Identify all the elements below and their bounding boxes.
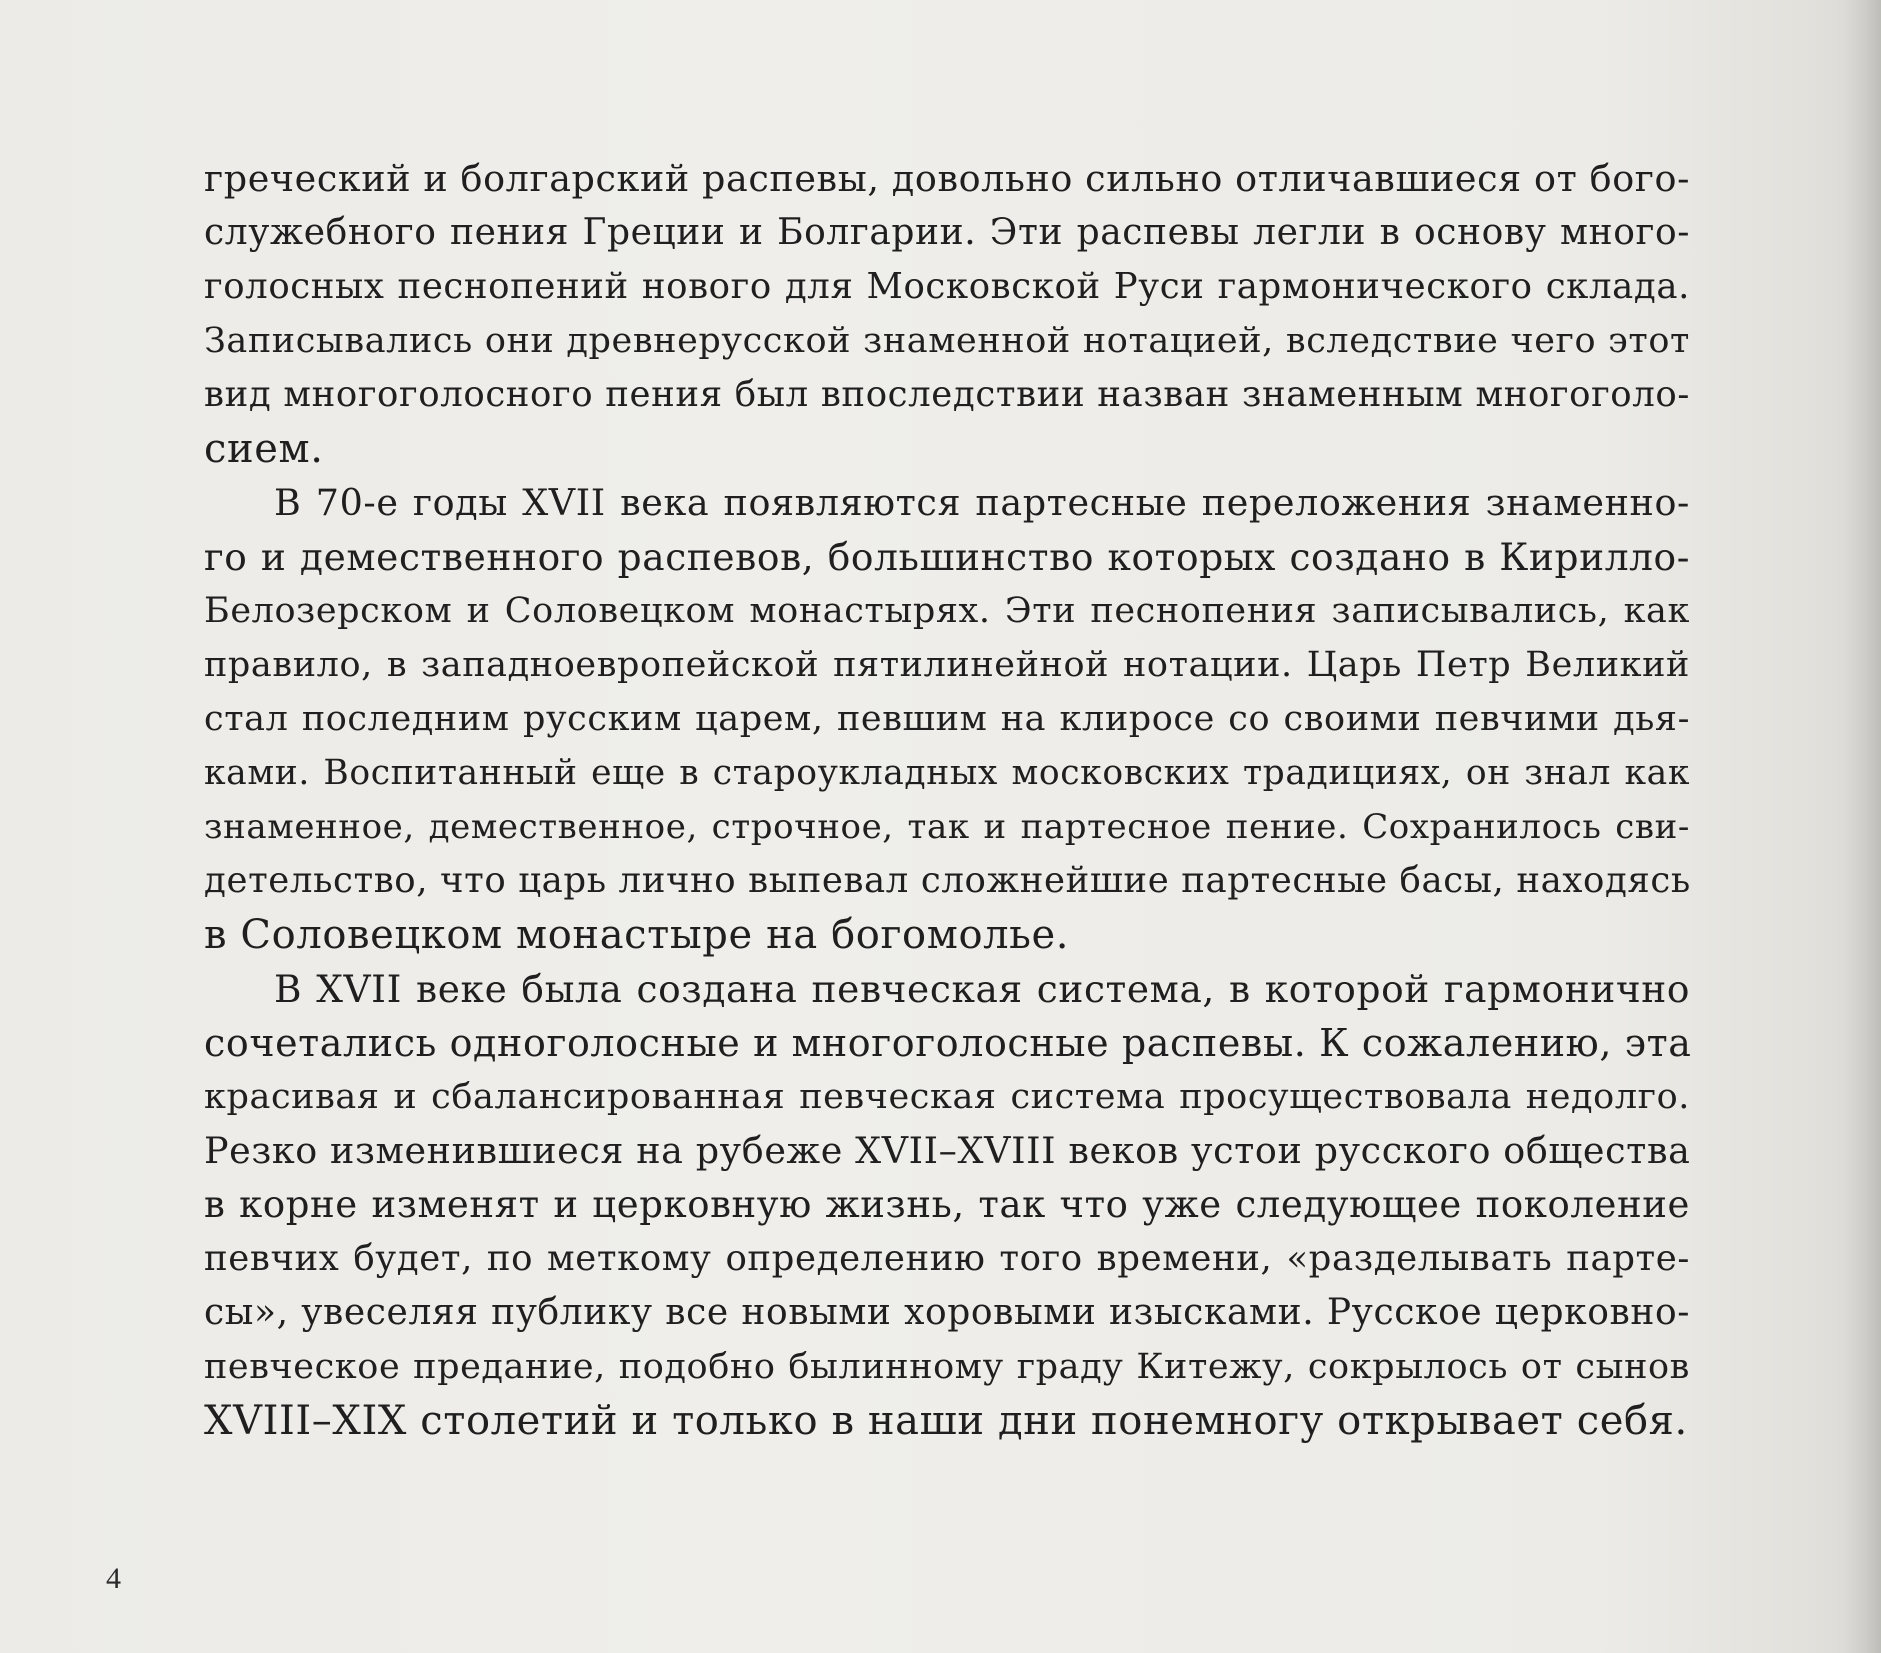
page-edge-shadow (1843, 0, 1881, 1653)
text-line: Записывались они древнерусской знаменной нотацией, вследствие чего этот (204, 321, 1690, 361)
page-number: 4 (106, 1562, 121, 1595)
text-line: В 70-е годы XVII века появляются партесные переложения знаменно- (274, 481, 1690, 524)
text-line: знаменное, демественное, строчное, так и партесное пение. Сохранилось сви- (204, 807, 1690, 847)
text-line: вид многоголосного пения был впоследствии назван знаменным многоголо- (204, 374, 1690, 415)
text-line: сочетались одноголосные и многоголосные распевы. К сожалению, эта (204, 1021, 1692, 1065)
text-line: В XVII веке была создана певческая система, в которой гармонично (274, 967, 1690, 1011)
text-line: служебного пения Греции и Болгарии. Эти распевы легли в основу много- (204, 212, 1690, 253)
text-line: ками. Воспитанный еще в староукладных московских традициях, он знал как (204, 753, 1690, 793)
text-line: правило, в западноевропейской пятилинейной нотации. Царь Петр Великий (204, 645, 1690, 685)
text-line: стал последним русским царем, певшим на клиросе со своими певчими дья- (204, 699, 1690, 739)
text-line: сы», увеселяя публику все новыми хоровыми изысками. Русское церковно- (204, 1292, 1690, 1333)
paragraph-3 (204, 962, 1690, 1448)
paragraph-1 (204, 152, 1690, 476)
text-line: Резко изменившиеся на рубеже XVII–XVIII веков устои русского общества (204, 1129, 1691, 1172)
text-line: го и демественного распевов, большинство которых создано в Кирилло- (204, 535, 1690, 579)
text-line: XVIII–XIX столетий и только в наши дни понемногу открывает себя. (204, 1398, 1688, 1444)
text-line: певческое предание, подобно былинному граду Китежу, сокрылось от сынов (204, 1347, 1690, 1387)
text-line: сием. (204, 426, 324, 472)
text-line: Белозерском и Соловецком монастырях. Эти песнопения записывались, как (204, 591, 1690, 631)
text-line: детельство, что царь лично выпевал сложнейшие партесные басы, находясь (204, 860, 1691, 901)
body-text (204, 152, 1690, 1448)
paragraph-2 (204, 476, 1690, 962)
text-line: голосных песнопений нового для Московской Руси гармонического склада. (204, 266, 1690, 307)
text-line: в корне изменят и церковную жизнь, так что уже следующее поколение (204, 1183, 1690, 1226)
text-line: в Соловецком монастыре на богомолье. (204, 912, 1070, 958)
text-line: красивая и сбалансированная певческая система просуществовала недолго. (204, 1077, 1690, 1117)
text-line: греческий и болгарский распевы, довольно сильно отличавшиеся от бого- (204, 157, 1690, 200)
text-line: певчих будет, по меткому определению того времени, «разделывать парте- (204, 1238, 1690, 1279)
